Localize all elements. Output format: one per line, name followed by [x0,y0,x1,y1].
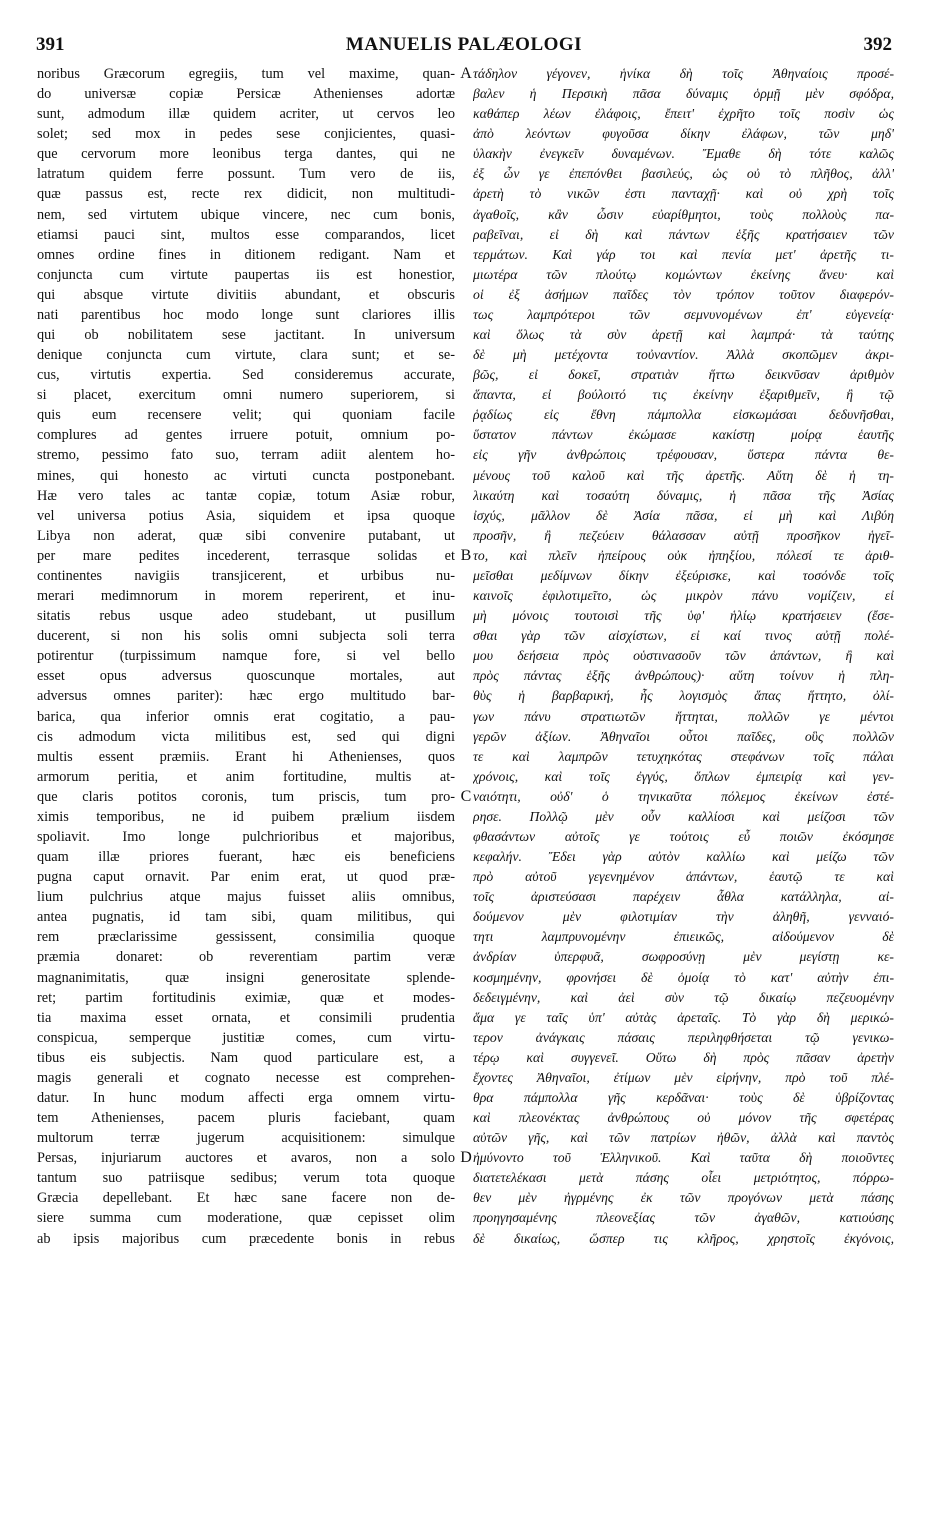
latin-text-line: continentes navigiis transjicerent, et urbibus nu- [37,567,455,584]
latin-text-line: potirentur (turpissimum namque fore, si vel bello [37,648,455,665]
greek-text-line: ὕστατον πάντων ἐκώμασε κακίστῃ μοίρᾳ ἑαυτῆς [473,427,894,443]
latin-text-line: tantum suo patriisque sedibus; verum tota quoque [37,1170,455,1187]
greek-text-line: ἀγαθοῖς, κἂν ὦσιν εὐαρίθμητοι, τοὺς πολλοὺς πα- [473,206,894,222]
latin-text-line: noribus Græcorum egregiis, tum vel maxime, quan- [37,66,455,82]
latin-text-line: multorum terræ jugerum acquisitionem: simulque [37,1130,455,1147]
greek-text-line: βαλεν ἡ Περσικὴ πᾶσα δύναμις ὁρμῇ μὲν σφόδρα, [473,86,894,102]
greek-text-line: μένους τοῦ καλοῦ καὶ τῆς ἀρετῆς. Αὕτη δὲ ἡ τη- [473,467,894,483]
greek-text-line: προσῆν, ἢ πεζεύειν θάλασσαν αὐτῇ προσῆκον ἡγεῖ- [473,527,894,543]
latin-text-line: complures ad gentes irruere potuit, omnium po- [37,427,455,444]
greek-text-line: γων πάνυ στρατιωτῶν ἥττηται, πολλῶν γε μέντοι [473,708,894,724]
latin-text-line: sitatis rebus usque adeo studebant, ut pusillum [37,608,455,625]
latin-text-line: lium pulchrius atque majus fuisset aliis omnibus, [37,889,455,906]
latin-text-line: magnanimitatis, quæ insigni generositate splende- [37,969,455,986]
section-marker: A [460,65,472,82]
latin-text-line: do universæ copiæ Persicæ Athenienses adortæ [37,86,455,103]
greek-text-line: θρα πάμπολλα γῆς κερδᾶναι· τοὺς δὲ ὑβρίζοντας [473,1089,894,1105]
latin-text-line: solet; sed mox in pedes sese conjicientes, quasi- [37,126,455,143]
greek-text-line: μιωτέρα τῶν πλούτῳ κομώντων ἐκείνης ἄνευ· καὶ [473,266,894,282]
greek-text-line: ἅπαντα, εἰ βούλοιτό τις ἐκείνην ἐξαριθμεῖν, ἢ τῷ [473,387,894,403]
greek-text-line: τερμάτων. Καὶ γάρ τοι καὶ πενία μετ' ἀρετῆς τι- [473,246,894,262]
latin-text-line: Hæ vero tales ac tantæ copiæ, totum Asiæ robur, [37,487,455,504]
greek-text-line: καὶ πλεονέκτας ἀνθρώπους οὐ μόνον τῆς σφετέρας [473,1110,894,1126]
greek-text-line: κοσμημένην, φρονήσει δὲ ὁμοίᾳ τὸ κατ' αὐτὴν ἐπι- [473,969,894,985]
greek-text-line: μεῖσθαι μεδίμνων δίκην ἐξεύρισκε, καὶ τοσόνδε τοῖς [473,567,894,583]
greek-text-line: καθάπερ λέων ἐλάφοις, ἔπειτ' ἐχρῆτο τοῖς ποσὶν ὡς [473,106,894,122]
latin-text-line: quam illæ priores fuerant, hæc eis beneficiens [37,849,455,866]
latin-text-line: magis generali et cognato necesse est comprehen- [37,1069,455,1086]
latin-text-line: quis eum recensere velit; qui quoniam facile [37,407,455,424]
latin-text-line: per mare pedites incederent, terrasque solidas et [37,547,455,564]
latin-text-line: cis admodum victa militibus est, sed qui digni [37,728,455,745]
latin-text-line: omnes ordine fines in ditionem redigant. Nam et [37,246,455,263]
greek-text-line: ἔχοντες Ἀθηναῖοι, ἐτίμων μὲν εἰρήνην, πρὸ τοῦ πλέ- [473,1069,894,1085]
greek-text-line: ἀνδρίαν ὑπερφυᾶ, σωφροσύνῃ μὲν μεγίστῃ κε- [473,949,894,965]
greek-text-line: δούμενον μὲν φιλοτιμίαν τὴν ἀληθῆ, γενναιό- [473,909,894,925]
latin-text-line: Libya non aderat, quæ sibi convenire putabant, ut [37,527,455,544]
greek-column [473,64,894,1249]
latin-text-line: que cervorum more leonibus terga dantes, qui ne [37,146,455,163]
latin-text-line: ret; partim fortitudinis eximiæ, quæ et modes- [37,989,455,1006]
latin-text-line: antea pugnatis, id tam sibi, quam militibus, qui [37,909,455,926]
latin-text-line: quæ passus est, recte rex didicit, non multitudi- [37,186,455,203]
page-number-right: 392 [863,34,892,55]
greek-text-line: το, καὶ πλεῖν ἠπείρους οὐκ ἠπηξίου, πόλεσί τε ἀριθ- [473,547,894,563]
greek-text-line: εἰς γῆν ἀνθρώποις τρέφουσαν, ὕστερα πάντα θε- [473,447,894,463]
latin-text-line: ducerent, si non his solis omni subjecta soli terra [37,628,455,645]
greek-text-line: τέρῳ καὶ συγγενεῖ. Οὕτω δὴ πρὸς πᾶσαν ἀρετὴν [473,1049,894,1065]
greek-text-line: σθαι γὰρ τῶν αἰσχίστων, εἰ καί τινος αὐτῇ πολέ- [473,628,894,644]
latin-text-line: siere summa cum moderatione, quæ cepisset olim [37,1210,455,1227]
greek-text-line: ἀπὸ λεόντων φυγοῦσα δίκην ἐλάφων, τῶν μηδ' [473,126,894,142]
greek-text-line: ραβεῖναι, εἰ δὴ καὶ πάντων ἑξῆς κρατήσαιεν τῶν [473,226,894,242]
latin-text-line: sunt, admodum illæ quidem acriter, ut cervos leo [37,106,455,123]
latin-text-line: cus, virtutis expertia. Sed consideremus accurate, [37,367,455,384]
latin-text-line: qui ob nobilitatem sese jactitant. In universum [37,327,455,344]
latin-text-line: datur. In hunc modum affecti erga omnem virtu- [37,1089,455,1106]
latin-text-line: multis essent præmiis. Erant hi Athenienses, quos [37,748,455,765]
greek-text-line: προηγησαμένης πλεονεξίας τῶν ἀγαθῶν, κατιούσης [473,1210,894,1226]
greek-text-line: τως λαμπρότεροι τῶν σεμνυνομένων ἐπ' εὐγενείᾳ· [473,306,894,322]
greek-text-line: καινοῖς ἐφιλοτιμεῖτο, ὡς μικρὸν πάνυ νομίζειν, εἰ [473,588,894,604]
greek-text-line: θεν μὲν ἠγρμένης ἐκ τῶν προγόνων μετὰ πάσης [473,1190,894,1206]
greek-text-line: κεφαλήν. Ἔδει γὰρ αὐτὸν καλλίω καὶ μείζω τῶν [473,849,894,865]
latin-text-line: latratum quidem ferre possunt. Tum vero de iis, [37,166,455,183]
greek-text-line: τοῖς ἀριστεύσασι παρέχειν ἆθλα κατάλληλα, αἰ- [473,889,894,905]
greek-text-line: δὲ μὴ μετέχοντα τοὐναντίον. Ἀλλὰ σκοπῶμεν ἀκρι- [473,347,894,363]
latin-text-line: tem Athenienses, pacem pluris faciebant, quam [37,1110,455,1127]
latin-column [37,64,455,1249]
greek-text-line: χρόνοις, καὶ τοῖς ἐγγύς, ὅπλων ἐμπειρίᾳ καὶ γεν- [473,768,894,784]
latin-text-line: que claris potitos coronis, tum priscis, tum pro- [37,788,455,805]
latin-text-line: nati parentibus hoc modo longe sunt clariores illis [37,306,455,323]
latin-text-line: Græcia depellebant. Et hæc sane facere non de- [37,1190,455,1207]
section-marker: D [460,1149,472,1167]
latin-text-line: merari medimnorum in morem reperirent, et inu- [37,588,455,605]
latin-text-line: pugna caput ornavit. Par enim erat, ut quod præ- [37,869,455,886]
greek-text-line: ὑλακὴν ἐνεγκεῖν δυναμένων. Ἔμαθε δὴ τότε καλῶς [473,146,894,162]
page-number-left: 391 [36,34,65,55]
latin-text-line: armorum peritia, et anim fortitudine, multis at- [37,768,455,785]
greek-text-line: οἱ ἐξ ἀσήμων παῖδες τὸν τρόπον τοῦτον διαφερόν- [473,286,894,302]
greek-text-line: τητι λαμπρυνομένην ἐπιεικῶς, αἰδούμενον δὲ [473,929,894,945]
latin-text-line: nem, sed virtutem ubique vincere, nec cum bonis, [37,206,455,223]
latin-text-line: qui absque virtute divitiis abundant, et obscuris [37,286,455,303]
section-marker: C [460,787,472,805]
greek-text-line: φθασάντων αὐτοῖς γε τούτοις εὖ ποιῶν ἐκόσμησε [473,828,894,844]
latin-text-line: Persas, injuriarum auctores et avaros, non a solo [37,1150,455,1167]
greek-text-line: δεδειγμένην, καὶ ἀεὶ σὺν τῷ δικαίῳ πεζευομένην [473,989,894,1005]
greek-text-line: ῥᾳδίως εἰς ἔθνη πάμπολλα εἰσκωμάσαι δεδυνῆσθαι, [473,407,894,423]
greek-text-line: λικαύτη καὶ τοσαύτη δύναμις, ἡ πᾶσα τῆς Ἀσίας [473,487,894,503]
latin-text-line: stremo, pessimo fato suo, terram adiit alentem ho- [37,447,455,464]
latin-text-line: tibus eis subjectis. Nam quod particulare est, a [37,1049,455,1066]
running-title: MANUELIS PALÆOLOGI [345,34,583,55]
latin-text-line: si placet, exercitum omni numero superiorem, si [37,387,455,404]
greek-text-line: βῶς, εἰ δοκεῖ, στρατιὰν ἥττω δεικνῦσαν ἀριθμὸν [473,367,894,383]
greek-text-line: μὴ μόνοις τουτοισὶ τῆς ὑφ' ἡλίῳ κρατήσειεν (ἔσε- [473,608,894,624]
latin-text-line: adversus omnes pariter): hæc ergo multitudo bar- [37,688,455,705]
greek-text-line: ἐξ ὧν γε ἐπεπόνθει βασιλεύς, ὡς οὐ τὸ πλῆθος, ἀλλ' [473,166,894,182]
latin-text-line: denique conjuncta cum virtute, clara sunt; et se- [37,347,455,364]
greek-text-line: ἰσχύς, μᾶλλον δὲ Ἀσία πᾶσα, εἰ μὴ καὶ Λιβύη [473,507,894,523]
latin-text-line: etiamsi pauci sint, multos esse comparandos, licet [37,226,455,243]
greek-text-line: καὶ ὅλως τὰ σὺν ἀρετῇ καὶ λαμπρά· τὰ ταύτης [473,327,894,343]
latin-text-line: ab ipsis majoribus cum præcedente bonis in rebus [37,1230,455,1247]
latin-text-line: rem præclarissime gessissent, consimilia quoque [37,929,455,946]
latin-text-line: tia maxima esset ornata, et consimili prudentia [37,1009,455,1026]
greek-text-line: ἅμα γε ταῖς ὑπ' αὐτὰς ἀρεταῖς. Τὸ γὰρ δὴ μερικώ- [473,1009,894,1025]
greek-text-line: ἠμύνοντο τοῦ Ἑλληνικοῦ. Καὶ ταῦτα δὴ ποιοῦντες [473,1150,894,1166]
latin-text-line: spoliavit. Imo longe pulchrioribus et majoribus, [37,828,455,845]
greek-text-line: θὺς ἡ βαρβαρική, ἧς λογισμὸς ἅπας ἥττητο, ὀλί- [473,688,894,704]
latin-text-line: vel universa potius Asia, siquidem et ipsa quoque [37,507,455,524]
latin-text-line: conspicua, semperque justitiæ comes, cum virtu- [37,1029,455,1046]
greek-text-line: μου δεήσεια πρὸς οὑστινασοῦν τῶν ἁπάντων, ἢ καὶ [473,648,894,664]
section-marker: B [460,546,472,564]
latin-text-line: conjuncta cum virtute paupertas iis est honestior, [37,266,455,283]
greek-text-line: πρὸς πάντας ἑξῆς ἀνθρώπους)· αὕτη τοίνυν ἡ πλη- [473,668,894,684]
greek-text-line: γερῶν ἀξίων. Ἀθηναῖοι οὗτοι παῖδες, οὓς πολλῶν [473,728,894,744]
greek-text-line: τάδηλον γέγονεν, ἡνίκα δὴ τοῖς Ἀθηναίοις προσέ- [473,66,894,81]
greek-text-line: πρὸ αὐτοῦ γεγενημένον ἁπάντων, ἑαυτῷ τε καὶ [473,869,894,885]
latin-text-line: barica, qua inferior omnis erat cogitatio, a pau- [37,708,455,725]
latin-text-line: præmia donaret: ob reverentiam partim veræ [37,949,455,966]
greek-text-line: διατετελέκασι μετὰ πάσης οἶει μετριότητος, πόρρω- [473,1170,894,1186]
latin-text-line: ximis temporibus, ne id puibem prælium iisdem [37,808,455,825]
greek-text-line: τερον ἀνάγκαις πάσαις περιληφθήσεται τῷ γενικω- [473,1029,894,1045]
greek-text-line: αὐτῶν γῆς, καὶ τῶν πατρίων ἠθῶν, ἀλλὰ καὶ παντὸς [473,1130,894,1146]
greek-text-line: ἀρετὴ τὸ νικῶν ἐστι πανταχῇ· καὶ οὐ χρὴ τοῖς [473,186,894,202]
greek-text-line: ρησε. Πολλῷ μὲν οὖν καλλίοσι καὶ μείζοσι τῶν [473,808,894,824]
latin-text-line: esset opus adversus quoscunque mortales, aut [37,668,455,685]
greek-text-line: τε καὶ λαμπρῶν τετυχηκότας στεφάνων τοῖς πάλαι [473,748,894,764]
greek-text-line: ναιότητι, οὐδ' ὁ τηνικαῦτα πόλεμος ἐκείνων ἐστέ- [473,788,894,804]
latin-text-line: mines, qui honesto ac virtuti cuncta postponebant. [37,467,455,484]
greek-text-line: δὲ δικαίως, ὥσπερ τις κλῆρος, χρηστοῖς ἐκγόνοις, [473,1230,894,1246]
running-header [36,34,892,58]
